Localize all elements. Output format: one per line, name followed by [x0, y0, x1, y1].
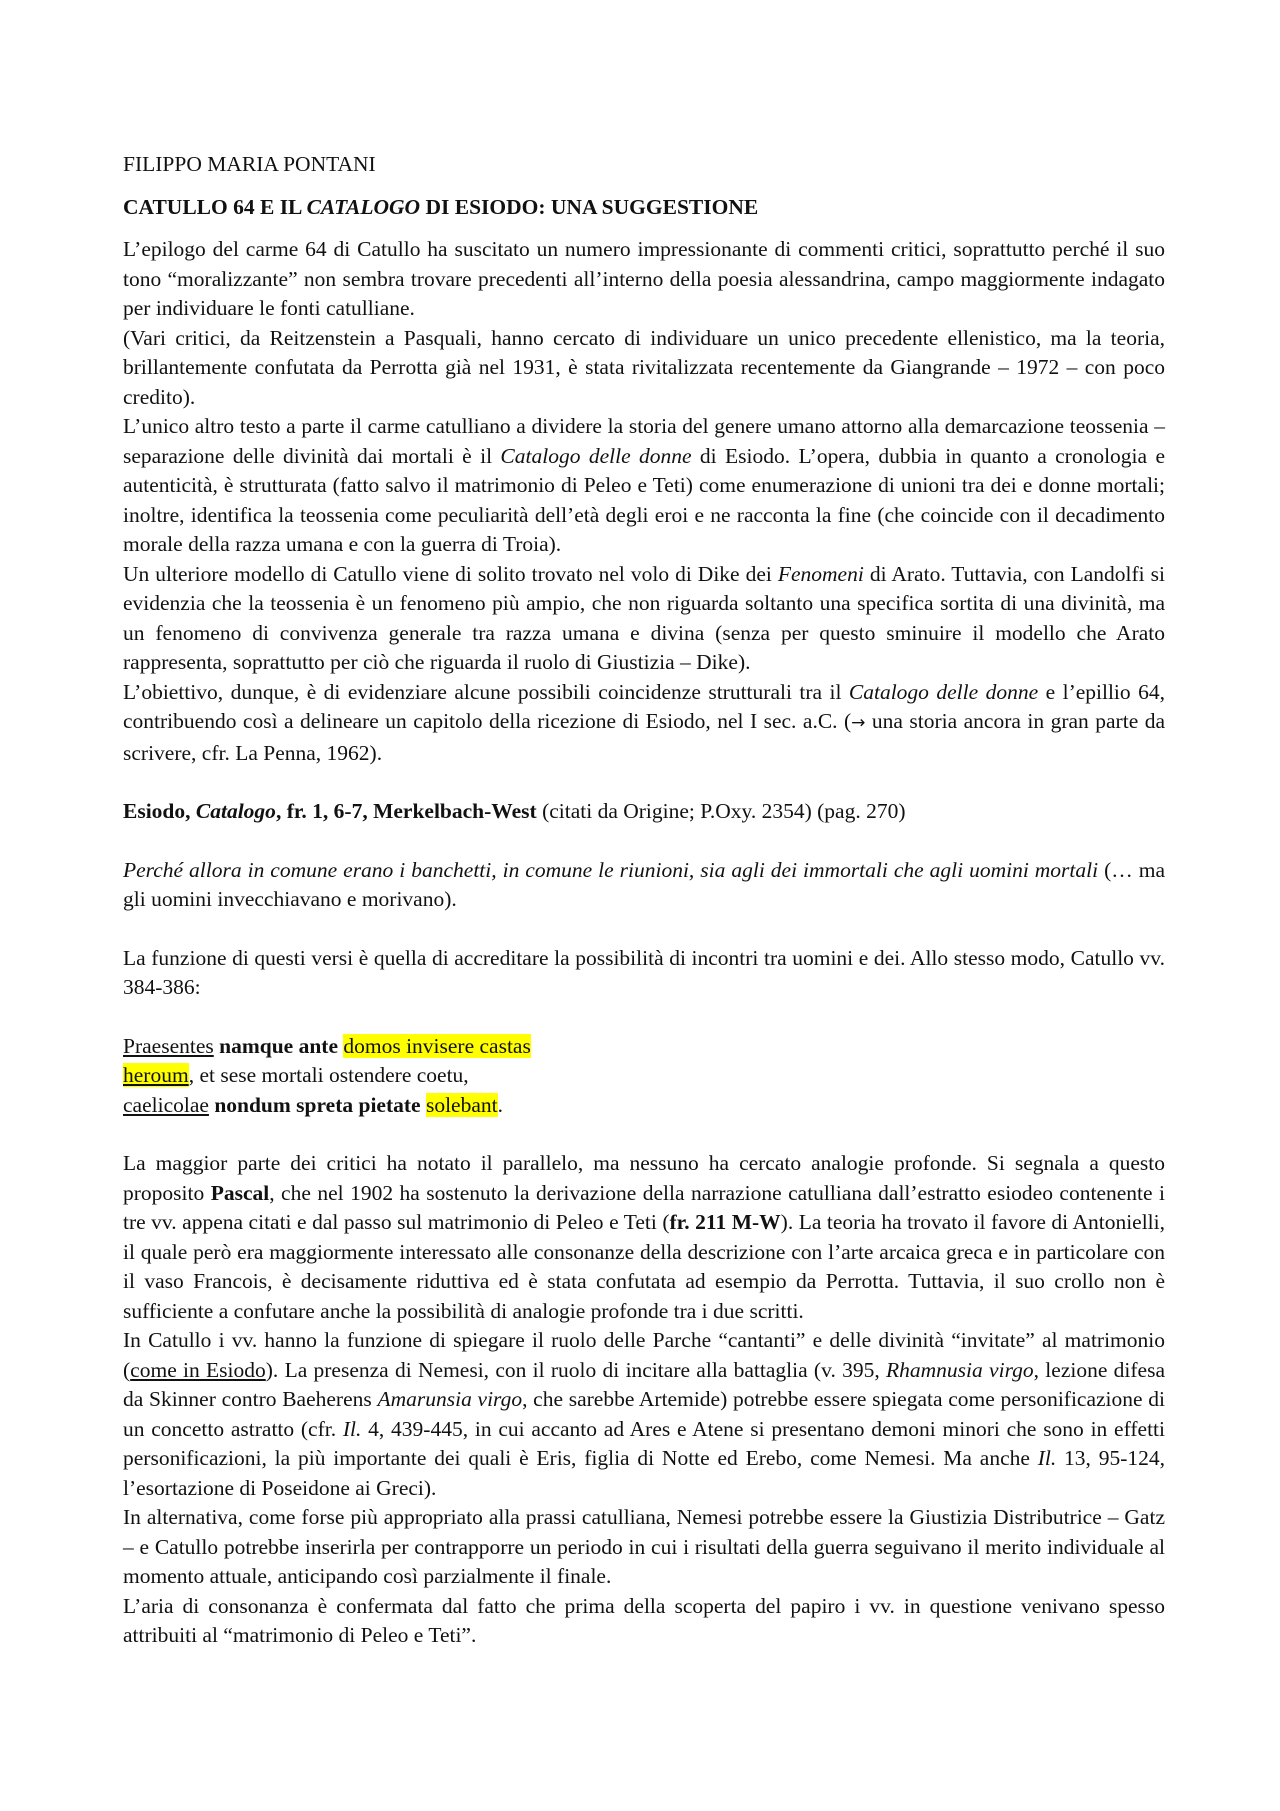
text-span: 4, 439-445, in cui accanto ad Ares e Atene si presentano demoni minori che sono in effetti personificazioni, la più importante dei quali è Eris, figlia di Notte ed Erebo, come Nemesi. Ma anche [123, 1416, 1165, 1470]
analysis-paragraph-1 [123, 1149, 1165, 1326]
text-span: di Esiodo. L’opera, dubbia in quanto a cronologia e autenticità, è strutturata (fatto salvo il matrimonio di Peleo e Teti) come enumerazione di unioni tra dei e donne mortali; inoltre, identifica la teossenia come peculiarità dell’età degli eroi e ne racconta la fine (che coincide con il decadimento morale della razza umana e con la guerra di Troia). [123, 443, 1165, 556]
analysis-paragraph-2 [123, 1326, 1165, 1503]
intro-paragraph-3 [123, 412, 1165, 560]
bold-span: nondum spreta pietate [214, 1092, 421, 1117]
verse-line-2 [123, 1061, 1165, 1091]
italic-span: Il. [342, 1416, 362, 1441]
title-italic: CATALOGO [306, 194, 421, 219]
text-span: , lezione difesa da Skinner contro Baeherens [123, 1357, 1165, 1411]
text-span: L’unico altro testo a parte il carme catulliano a dividere la storia del genere umano attorno alla demarcazione teossenia – separazione delle divinità dai mortali è il [123, 414, 1165, 468]
underlined-span: come in Esiodo [130, 1357, 266, 1382]
text-span: Un ulteriore modello di Catullo viene di solito trovato nel volo di Dike dei [123, 561, 778, 586]
text-span: e l’epillio 64, contribuendo così a delineare un capitolo della ricezione di Esiodo, nel I sec. a.C. ( [123, 679, 1165, 733]
bold-span: Pascal [210, 1180, 270, 1205]
text-span: , che sarebbe Artemide) potrebbe essere spiegata come personificazione di un concetto astratto (cfr. [123, 1387, 1165, 1441]
text-span: In Catullo i vv. hanno la funzione di spiegare il ruolo delle Parche “cantanti” e delle divinità “invitate” al matrimonio ( [123, 1328, 1165, 1382]
highlighted-span: solebant [425, 1092, 498, 1117]
bold-span: namque ante [219, 1033, 338, 1058]
hesiod-quote [123, 856, 1165, 915]
title-part2: DI ESIODO: UNA SUGGESTIONE [420, 194, 759, 219]
text-span: (… ma gli uomini invecchiavano e morivano). [123, 857, 1165, 911]
intro-paragraph-1: L’epilogo del carme 64 di Catullo ha suscitato un numero impressionante di commenti critici, soprattutto perché il suo tono “moralizzante” non sembra trovare precedenti all’interno della poesia alessandrina, campo maggiormente indagato per individuare le fonti catulliane. [123, 237, 1165, 320]
text-span: , che nel 1902 ha sostenuto la derivazione della narrazione catulliana dall’estratto esiodeo contenente i tre vv. appena citati e dal passo sul matrimonio di Peleo e Teti ( [123, 1180, 1165, 1234]
title-part1: CATULLO 64 E IL [123, 194, 307, 219]
text-span: di Arato. Tuttavia, con Landolfi si evidenzia che la teossenia è un fenomeno più ampio, che non riguarda soltanto una specifica sortita di una divinità, ma un fenomeno di convivenza generale tra razza umana e divina (senza per questo sminuire il modello che Arato rappresenta, soprattutto per ciò che riguarda il ruolo di Giustizia – Dike). [123, 561, 1165, 674]
intro-paragraph-4 [123, 560, 1165, 678]
analysis-paragraph-3: In alternativa, come forse più appropriato alla prassi catulliana, Nemesi potrebbe essere la Giustizia Distributrice – Gatz – e Catullo potrebbe inserirla per contrapporre un periodo in cui i risultati della guerra seguivano il merito individuale al momento attuale, anticipando così parzialmente il finale. [123, 1505, 1165, 1588]
italic-span: Catalogo delle donne [500, 443, 692, 468]
bold-italic-span: Catalogo [195, 799, 276, 823]
intro-paragraph-2: (Vari critici, da Reitzenstein a Pasquali, hanno cercato di individuare un unico precedente ellenistico, ma la teoria, brillantemente confutata da Perrotta già nel 1931, è stata rivitalizzata recentemente da Giangrande – 1972 – con poco credito). [123, 325, 1165, 409]
underlined-span: caelicolae [123, 1092, 209, 1117]
underlined-span: Praesentes [123, 1033, 214, 1058]
highlighted-span: domos invisere castas [343, 1033, 531, 1058]
text-span: L’obiettivo, dunque, è di evidenziare alcune possibili coincidenze strutturali tra il [123, 679, 849, 704]
text-span: 13, 95-124, l’esortazione di Poseidone ai Greci). [123, 1446, 1165, 1500]
text-span: (citati da Origine; P.Oxy. 2354) (pag. 270) [536, 799, 906, 823]
arrow-right-icon: → [851, 713, 866, 733]
function-paragraph: La funzione di questi versi è quella di accreditare la possibilità di incontri tra uomini e dei. Allo stesso modo, Catullo vv. 384-386: [123, 945, 1165, 999]
bold-span: , fr. 1, 6-7, Merkelbach-West [275, 799, 537, 823]
bold-span: Esiodo, [123, 799, 196, 823]
verse-line-1 [123, 1032, 1165, 1062]
text-span: una storia ancora in gran parte da scrivere, cfr. La Penna, 1962). [123, 709, 1165, 765]
text-span: . [497, 1092, 503, 1117]
italic-span: Perché allora in comune erano i banchetti, in comune le riunioni, sia agli dei immortali che agli uomini mortali [123, 857, 1099, 882]
text-span: , et sese mortali ostendere coetu, [188, 1063, 469, 1087]
bold-span: fr. 211 M-W [669, 1210, 781, 1234]
text-span: ). La presenza di Nemesi, con il ruolo di incitare alla battaglia (v. 395, [265, 1357, 887, 1382]
italic-span: Fenomeni [777, 561, 864, 586]
author-name: FILIPPO MARIA PONTANI [123, 152, 376, 176]
highlighted-span: heroum [123, 1063, 189, 1087]
italic-span: Amarunsia virgo [377, 1387, 523, 1411]
italic-span: Rhamnusia virgo [886, 1357, 1034, 1382]
intro-paragraph-5 [123, 678, 1165, 769]
source-heading [123, 797, 1165, 827]
text-span: ). La teoria ha trovato il favore di Antonielli, il quale però era maggiormente interessato alle consonanze della descrizione con l’arte arcaica greca e in particolare con il vaso Francois, è decisamente riduttiva ed è stata confutata ad esempio da Perrotta. Tuttavia, il suo crollo non è sufficiente a confutare anche la possibilità di analogie profonde tra i due scritti. [123, 1210, 1165, 1323]
catullus-verses [123, 1032, 1165, 1121]
verse-line-3 [123, 1091, 1165, 1121]
analysis-paragraph-4: L’aria di consonanza è confermata dal fatto che prima della scoperta del papiro i vv. in questione venivano spesso attribuiti al “matrimonio di Peleo e Teti”. [123, 1593, 1165, 1647]
document-body [123, 150, 1165, 1651]
document-title [123, 193, 1165, 223]
italic-span: Il. [1037, 1446, 1057, 1470]
text-span: La maggior parte dei critici ha notato il parallelo, ma nessuno ha cercato analogie profonde. Si segnala a questo proposito [123, 1151, 1165, 1205]
italic-span: Catalogo delle donne [848, 679, 1039, 704]
